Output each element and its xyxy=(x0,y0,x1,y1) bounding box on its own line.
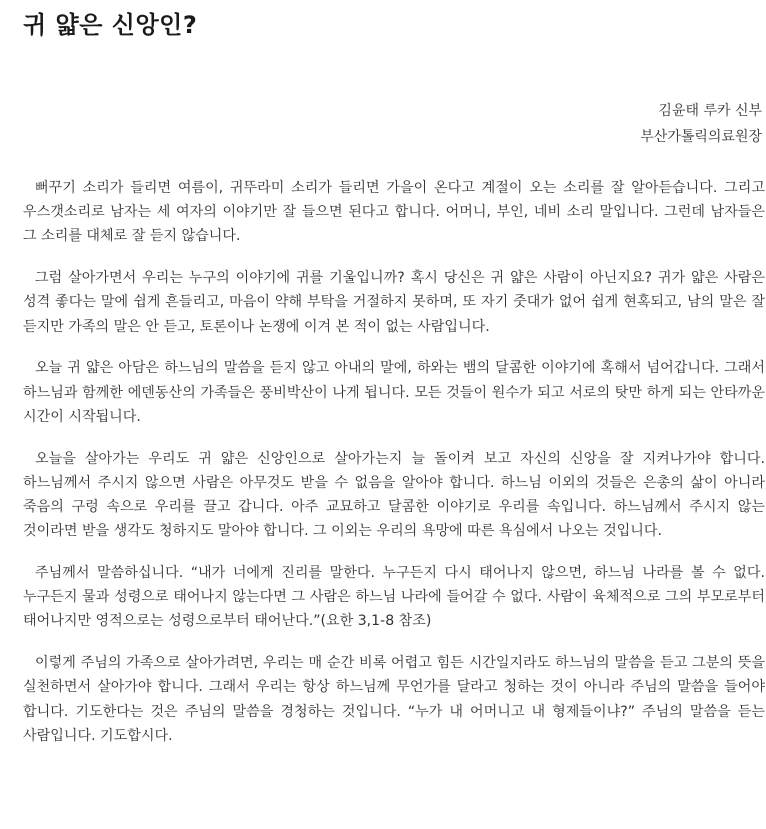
author-role: 부산가톨릭의료원장 xyxy=(640,129,762,145)
article-paragraph: 이렇게 주님의 가족으로 살아가려면, 우리는 매 순간 비록 어렵고 힘든 시간일지라도 하느님의 말씀을 듣고 그분의 뜻을 실천하면서 살아가야 합니다. 그래서 우리는 항상 하느님께 무언가를 달라고 청하는 것이 아니라 주님의 말씀을 들어야 합니다. 기도한다는 것은 주님의 말씀을 경청하는 것입니다. “누가 내 어머니고 내 형제들이냐?” 주님의 말씀을 듣는 사람입니다. 기도합시다. xyxy=(23,655,765,744)
article-paragraph: 그럼 살아가면서 우리는 누구의 이야기에 귀를 기울입니까? 혹시 당신은 귀 얇은 사람이 아닌지요? 귀가 얇은 사람은 성격 좋다는 말에 쉽게 흔들리고, 마음이 약해 부탁을 거절하지 못하며, 또 자기 줏대가 없어 쉽게 현혹되고, 남의 말은 잘 듣지만 가족의 말은 안 듣고, 토론이나 논쟁에 이겨 본 적이 없는 사람입니다. xyxy=(23,270,765,335)
article-paragraph: 오늘 귀 얇은 아담은 하느님의 말씀을 듣지 않고 아내의 말에, 하와는 뱀의 달콤한 이야기에 혹해서 넘어갑니다. 그래서 하느님과 함께한 에덴동산의 가족들은 풍비박산이 나게 됩니다. 모든 것들이 원수가 되고 서로의 탓만 하게 되는 안타까운 시간이 시작됩니다. xyxy=(23,360,765,425)
author-name: 김윤태 루카 신부 xyxy=(658,103,762,119)
article-paragraph: 뻐꾸기 소리가 들리면 여름이, 귀뚜라미 소리가 들리면 가을이 온다고 계절이 오는 소리를 잘 알아듣습니다. 그리고 우스갯소리로 남자는 세 여자의 이야기만 잘 들으면 된다고 합니다. 어머니, 부인, 네비 소리 말입니다. 그런데 남자들은 그 소리를 대체로 잘 듣지 않습니다. xyxy=(23,180,765,245)
article-paragraph: 주님께서 말씀하십니다. “내가 너에게 진리를 말한다. 누구든지 다시 태어나지 않으면, 하느님 나라를 볼 수 없다. 누구든지 물과 성령으로 태어나지 않는다면 그 사람은 하느님 나라에 들어갈 수 없다. 사람이 육체적으로 그의 부모로부터 태어나지만 영적으로는 성령으로부터 태어난다.”(요한 3,1-8 참조) xyxy=(23,565,765,630)
author-byline xyxy=(640,98,762,150)
article-body xyxy=(23,176,765,766)
article-paragraph: 오늘을 살아가는 우리도 귀 얇은 신앙인으로 살아가는지 늘 돌이켜 보고 자신의 신앙을 잘 지켜나가야 합니다. 하느님께서 주시지 않으면 사람은 아무것도 받을 수 없음을 알아야 합니다. 하느님 이외의 것들은 은총의 삶이 아니라 죽음의 구렁 속으로 우리를 끌고 갑니다. 아주 교묘하고 달콤한 이야기로 우리를 속입니다. 하느님께서 주시지 않는 것이라면 받을 생각도 청하지도 말아야 합니다. 그 이외는 우리의 욕망에 따른 욕심에서 나오는 것입니다. xyxy=(23,450,765,540)
article-title: 귀 얇은 신앙인? xyxy=(23,11,198,39)
